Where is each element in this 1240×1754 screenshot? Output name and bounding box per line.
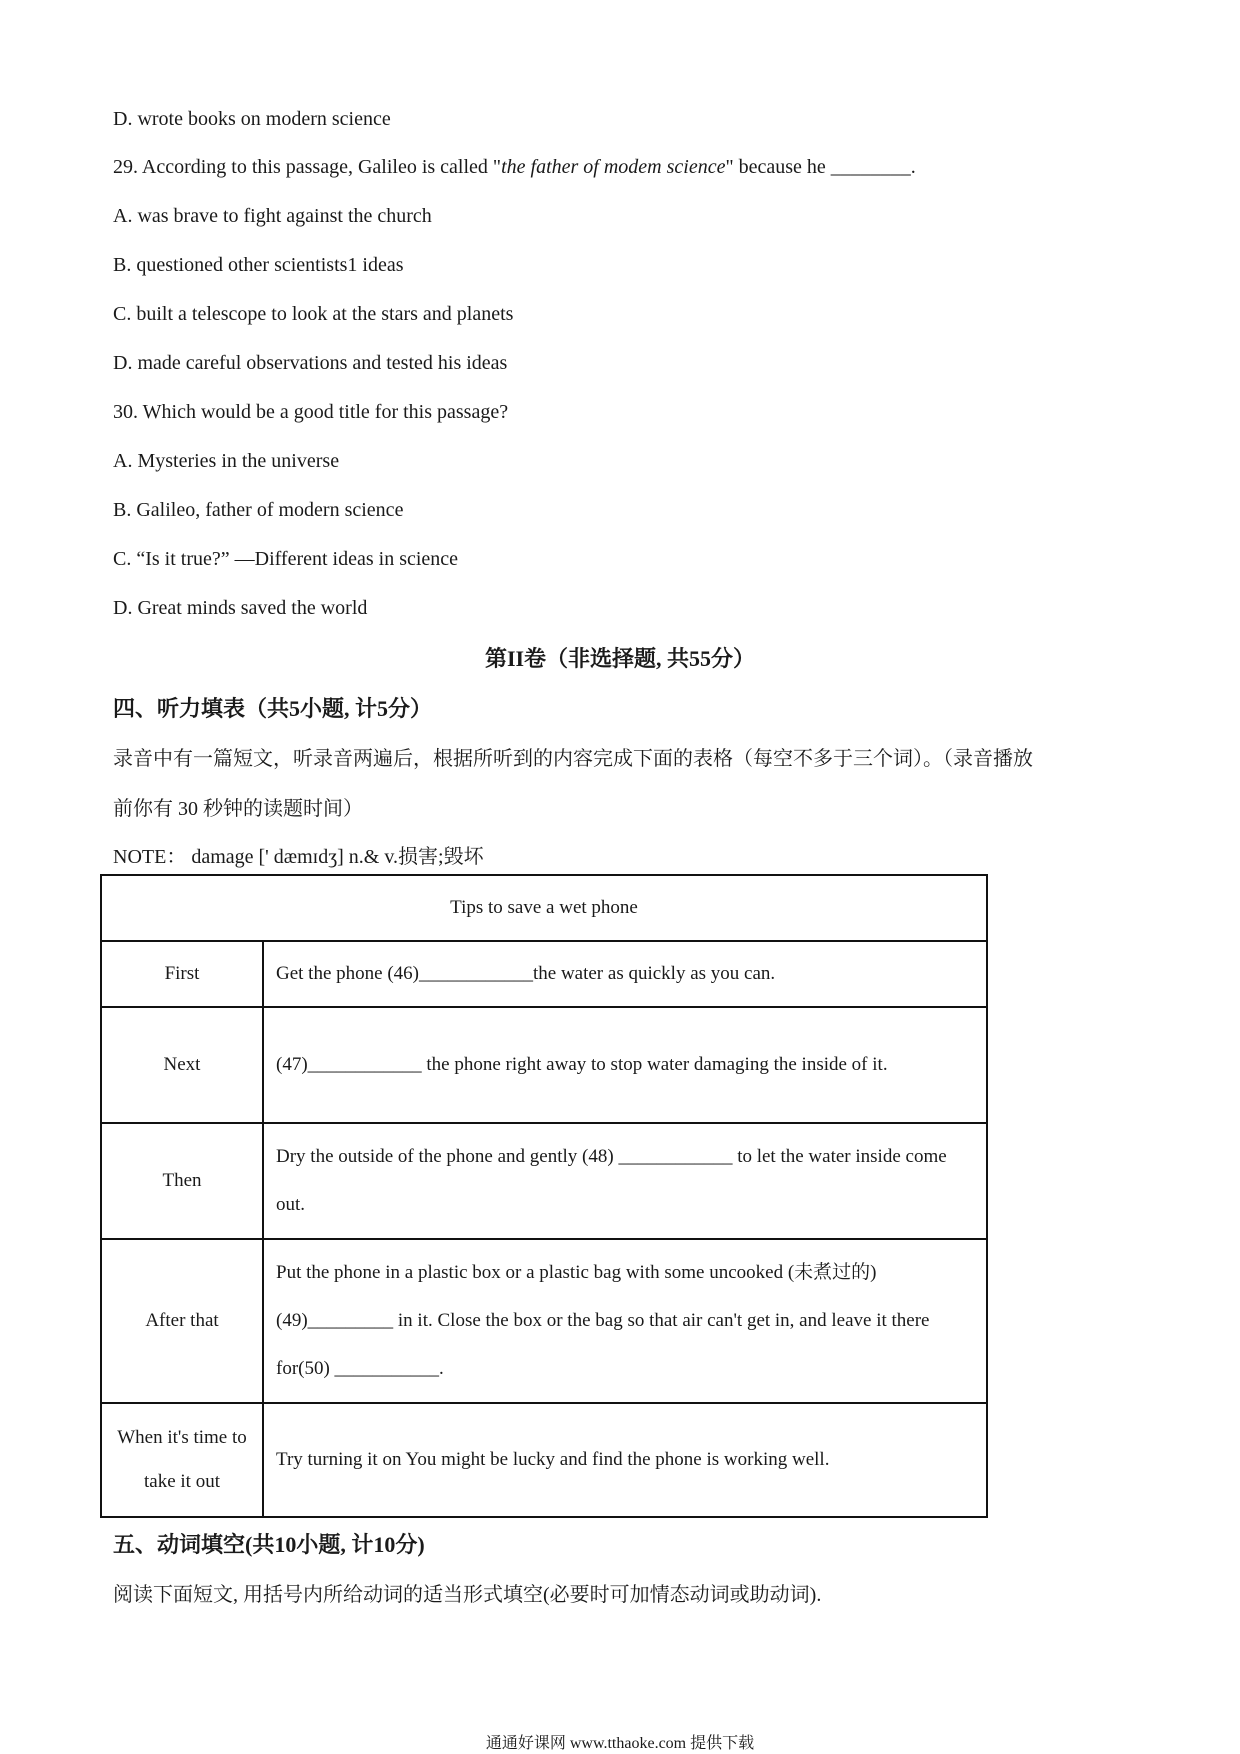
table-row bbox=[101, 1123, 987, 1239]
table-row bbox=[101, 941, 987, 1007]
section5-heading: 五、动词填空(共10小题, 计10分) bbox=[113, 1532, 425, 1557]
q28-option-d: D. wrote books on modern science bbox=[113, 108, 391, 130]
q30-option-d: D. Great minds saved the world bbox=[113, 597, 368, 619]
section4-heading: 四、听力填表（共5小题, 计5分） bbox=[113, 696, 433, 721]
row-text: (47)____________ the phone right away to stop water damaging the inside of it. bbox=[263, 1007, 987, 1123]
q30-option-c: C. “Is it true?” —Different ideas in science bbox=[113, 548, 459, 570]
row-text: Get the phone (46)____________the water as quickly as you can. bbox=[263, 941, 987, 1007]
tips-table bbox=[100, 874, 988, 1518]
row-label: Then bbox=[101, 1123, 263, 1239]
section5-instruction: 阅读下面短文, 用括号内所给动词的适当形式填空(必要时可加情态动词或助动词). bbox=[113, 1584, 822, 1606]
row-label: After that bbox=[101, 1239, 263, 1403]
row-label: Next bbox=[101, 1007, 263, 1123]
q29-stem bbox=[113, 156, 916, 179]
table-row bbox=[101, 1007, 987, 1123]
table-row bbox=[101, 1239, 987, 1403]
q29-option-a: A. was brave to fight against the church bbox=[113, 205, 432, 227]
row-text: Try turning it on You might be lucky and find the phone is working well. bbox=[263, 1403, 987, 1517]
q29-stem-before: 29. According to this passage, Galileo is called " bbox=[113, 156, 502, 178]
q29-option-d: D. made careful observations and tested his ideas bbox=[113, 352, 508, 374]
q29-option-c: C. built a telescope to look at the stars and planets bbox=[113, 303, 514, 325]
table-header-row bbox=[101, 875, 987, 941]
table-title: Tips to save a wet phone bbox=[101, 875, 987, 941]
q29-stem-after: " because he ________. bbox=[725, 156, 916, 178]
section4-note: NOTE： damage [' dæmɪdʒ] n.& v.损害;毁坏 bbox=[113, 846, 484, 868]
table-row bbox=[101, 1403, 987, 1517]
q30-option-b: B. Galileo, father of modern science bbox=[113, 499, 404, 521]
q29-stem-italic: the father of modem science bbox=[501, 156, 726, 178]
q30-option-a: A. Mysteries in the universe bbox=[113, 450, 340, 472]
row-text: Dry the outside of the phone and gently (48) ____________ to let the water inside come out. bbox=[263, 1123, 987, 1239]
row-label: First bbox=[101, 941, 263, 1007]
row-label: When it's time to take it out bbox=[101, 1403, 263, 1517]
q29-option-b: B. questioned other scientists1 ideas bbox=[113, 254, 404, 276]
section4-instruction-line1: 录音中有一篇短文，听录音两遍后，根据所听到的内容完成下面的表格（每空不多于三个词）。（录音播放 bbox=[113, 748, 1033, 770]
q30-stem: 30. Which would be a good title for this passage? bbox=[113, 401, 509, 423]
page-footer: 通通好课网 www.tthaoke.com 提供下载 bbox=[485, 1735, 755, 1752]
section4-instruction-line2: 前你有 30 秒钟的读题时间） bbox=[113, 798, 363, 820]
row-text: Put the phone in a plastic box or a plastic bag with some uncooked (未煮过的)(49)_________ in it. Close the box or the bag so that air can't get in, and leave it there for(50) ___________. bbox=[263, 1239, 987, 1403]
part2-title: 第II卷（非选择题, 共55分） bbox=[484, 646, 756, 671]
